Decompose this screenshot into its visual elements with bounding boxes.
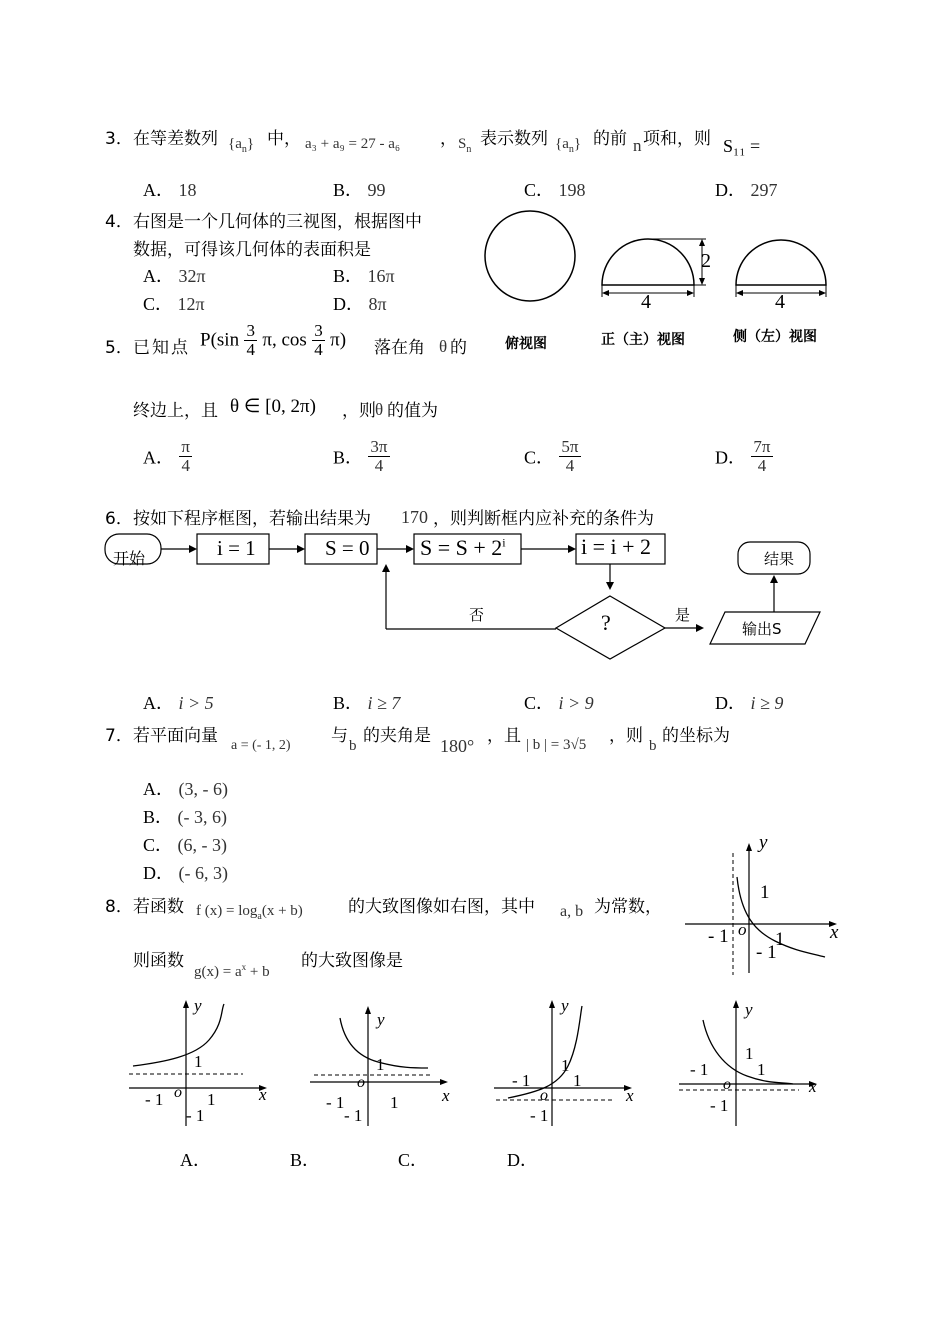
q5-text-3: 的 bbox=[450, 338, 467, 358]
q5-line2-b: ，则 bbox=[342, 401, 376, 421]
q6-value: 170 bbox=[401, 507, 428, 527]
graph-b-one-x: 1 bbox=[390, 1093, 399, 1112]
graph-c-one-x: 1 bbox=[573, 1071, 582, 1090]
q3-option-c: C． 198 bbox=[524, 180, 586, 200]
q4-option-c: C． 12π bbox=[143, 294, 205, 314]
q3-sequence-an-2: $\{a_n\}$ bbox=[555, 136, 582, 155]
q8-ref-one-y: 1 bbox=[760, 882, 770, 903]
q7-text-2: 与 bbox=[331, 726, 348, 746]
q4-line-2: 数据，可得该几何体的表面积是 bbox=[133, 240, 371, 260]
q7-text-3: 的夹角是 bbox=[363, 726, 431, 746]
q7-vector-b: b bbox=[349, 738, 357, 754]
flow-end-label: 结果 bbox=[764, 550, 795, 568]
side-view-semicircle bbox=[736, 240, 826, 285]
q5-option-d: D． $\frac{7\pi}{4}$ bbox=[715, 437, 771, 475]
q3-text-4: 表示数列 bbox=[480, 129, 548, 149]
q8-ref-one-x: 1 bbox=[775, 929, 785, 950]
q8-text-3: 为常数， bbox=[594, 897, 662, 917]
q3-option-b: B． 99 bbox=[333, 180, 386, 200]
q7-option-d: D． (- 6, 3) bbox=[143, 863, 228, 883]
q7-angle: 180° bbox=[440, 736, 475, 756]
q3-sequence-an: $\{a_n\}$ bbox=[228, 136, 255, 155]
q3-equation: a₃ + a₉ = 27 - a₆ bbox=[305, 136, 401, 152]
q8-option-b-label: B． bbox=[290, 1150, 321, 1170]
front-view-label: 正（主）视图 bbox=[601, 332, 685, 348]
q7-option-a: A． (3, - 6) bbox=[143, 779, 228, 799]
q3-text-1: 在等差数列 bbox=[133, 129, 218, 149]
q7-option-b: B． (- 3, 6) bbox=[143, 807, 227, 827]
q8-line2-b: 的大致图像是 bbox=[301, 951, 403, 971]
q3-s11: S₁₁ = bbox=[723, 136, 761, 156]
graph-a-neg-one-y: - 1 bbox=[186, 1106, 205, 1125]
side-view-width-label: 4 bbox=[775, 291, 785, 313]
q7-vector-b-2: b bbox=[649, 738, 657, 754]
flow-decision-label: ? bbox=[601, 610, 611, 635]
q5-text-1: 已知点 bbox=[133, 338, 190, 358]
q3-text-6: 项和，则 bbox=[643, 129, 711, 149]
graph-c-neg-one-x: - 1 bbox=[512, 1071, 531, 1090]
graph-b-y: y bbox=[377, 1010, 385, 1029]
flow-init-i-label: i = 1 bbox=[217, 536, 256, 560]
q8-number: 8． bbox=[105, 897, 133, 917]
graph-d-one-x: 1 bbox=[757, 1060, 766, 1079]
graph-b-x: x bbox=[442, 1086, 450, 1105]
graph-d-neg-one-y: - 1 bbox=[710, 1096, 729, 1115]
graph-a-x: x bbox=[259, 1085, 267, 1104]
flow-output-label: 输出S bbox=[742, 620, 782, 638]
q7-vector-a: a = (- 1, 2) bbox=[231, 738, 291, 753]
graph-c-one-y: 1 bbox=[561, 1056, 570, 1075]
q3-text-2: 中， bbox=[267, 129, 301, 149]
graph-c-origin: o bbox=[540, 1087, 548, 1104]
q3-n: n bbox=[633, 136, 642, 155]
q5-point-expression: P(sin $\frac{3}{4}$ π, cos $\frac{3}{4}$ π) bbox=[200, 321, 347, 359]
q5-option-b: B． $\frac{3\pi}{4}$ bbox=[333, 437, 388, 475]
q8-ab: a, b bbox=[560, 903, 584, 920]
q5-option-c: C． $\frac{5\pi}{4}$ bbox=[524, 437, 579, 475]
graph-b-one-y: 1 bbox=[376, 1055, 385, 1074]
q7-option-c: C． (6, - 3) bbox=[143, 835, 227, 855]
flow-init-s-label: S = 0 bbox=[325, 536, 370, 560]
q5-text-2: 落在角 bbox=[374, 338, 425, 358]
q3-option-a: A． 18 bbox=[143, 180, 197, 200]
q6-text-2: ，则判断框内应补充的条件为 bbox=[433, 509, 654, 529]
q3-text-3: ， bbox=[440, 129, 457, 149]
graph-a-one-x: 1 bbox=[207, 1090, 216, 1109]
graph-a-neg-one-x: - 1 bbox=[145, 1090, 164, 1109]
q6-number: 6． bbox=[105, 509, 133, 529]
graph-d-neg-one-x: - 1 bbox=[690, 1060, 709, 1079]
q8-function-f: f $(x) = \log_a(x + b)$ bbox=[196, 903, 303, 922]
q8-text-2: 的大致图像如右图，其中 bbox=[348, 897, 535, 917]
q5-condition: θ ∈ [0, 2π) bbox=[230, 396, 316, 417]
q4-option-b: B． 16π bbox=[333, 266, 395, 286]
q8-option-a-label: A． bbox=[180, 1150, 211, 1170]
q8-line2-a: 则函数 bbox=[133, 951, 184, 971]
graph-d-origin: o bbox=[723, 1076, 731, 1093]
side-view-label: 侧（左）视图 bbox=[733, 329, 817, 345]
q6-option-b: B． i ≥ 7 bbox=[333, 693, 401, 713]
graph-b-neg-one-y: - 1 bbox=[344, 1106, 363, 1125]
q3-number: 3． bbox=[105, 129, 133, 149]
graph-a-one-y: 1 bbox=[194, 1052, 203, 1071]
q4-number: 4． bbox=[105, 212, 133, 232]
q5-line2-c: 的值为 bbox=[387, 401, 438, 421]
graph-c-y: y bbox=[561, 996, 569, 1015]
q8-option-c-label: C． bbox=[398, 1150, 429, 1170]
top-view-label: 俯视图 bbox=[505, 336, 547, 352]
graph-c-x: x bbox=[626, 1086, 634, 1105]
graph-b-origin: o bbox=[357, 1074, 365, 1091]
flow-update-s-label: $S = S + 2^i$ bbox=[420, 535, 506, 560]
front-view-semicircle bbox=[602, 239, 694, 285]
q3-option-d: D． 297 bbox=[715, 180, 778, 200]
q6-option-a: A． i > 5 bbox=[143, 693, 214, 713]
q4-line-1: 右图是一个几何体的三视图，根据图中 bbox=[133, 212, 422, 232]
q8-ref-origin: o bbox=[738, 920, 747, 939]
q3-text-5: 的前 bbox=[593, 129, 627, 149]
q5-theta-2: θ bbox=[375, 400, 384, 419]
three-views-diagram bbox=[480, 205, 840, 315]
q5-number: 5． bbox=[105, 338, 133, 358]
graph-d-y: y bbox=[745, 1000, 753, 1019]
flow-start-label: 开始 bbox=[113, 549, 146, 568]
q8-ref-y-label: y bbox=[759, 832, 768, 853]
graph-d-x: x bbox=[809, 1077, 817, 1096]
q6-option-d: D． i ≥ 9 bbox=[715, 693, 784, 713]
flow-update-i-label: i = i + 2 bbox=[581, 534, 652, 559]
q4-option-a: A． 32π bbox=[143, 266, 206, 286]
top-view-circle bbox=[485, 211, 575, 301]
q7-text-4: ，且 bbox=[487, 726, 521, 746]
graph-c-neg-one-y: - 1 bbox=[530, 1106, 549, 1125]
q8-text-1: 若函数 bbox=[133, 897, 184, 917]
flow-no-label: 否 bbox=[469, 606, 485, 624]
q5-line2-a: 终边上，且 bbox=[133, 401, 218, 421]
q8-ref-x-label: x bbox=[830, 922, 839, 943]
q5-option-a: A． $\frac{\pi}{4}$ bbox=[143, 437, 190, 475]
q5-theta: θ bbox=[439, 337, 448, 356]
q3-sn: $S_n$ bbox=[458, 136, 472, 155]
q8-function-g: $g(x) = a^x + b$ bbox=[194, 962, 270, 980]
q6-option-c: C． i > 9 bbox=[524, 693, 594, 713]
q7-magnitude: | b | = 3√5 bbox=[526, 737, 587, 753]
q4-option-d: D． 8π bbox=[333, 294, 387, 314]
q8-option-d-label: D． bbox=[507, 1150, 538, 1170]
front-view-width-label: 4 bbox=[641, 291, 651, 313]
q7-text-6: 的坐标为 bbox=[662, 726, 730, 746]
flow-yes-label: 是 bbox=[675, 606, 691, 624]
graph-a-origin: o bbox=[174, 1084, 182, 1101]
q8-ref-neg-one-x: - 1 bbox=[708, 926, 729, 947]
graph-d-one-y: 1 bbox=[745, 1044, 754, 1063]
graph-b-neg-one-x: - 1 bbox=[326, 1093, 345, 1112]
q7-number: 7． bbox=[105, 726, 133, 746]
q7-text-1: 若平面向量 bbox=[133, 726, 218, 746]
q6-text-1: 按如下程序框图，若输出结果为 bbox=[133, 509, 371, 529]
q8-ref-neg-one-y: - 1 bbox=[756, 942, 777, 963]
q7-text-5: ，则 bbox=[609, 726, 643, 746]
front-view-height-label: 2 bbox=[701, 250, 711, 272]
graph-a-y: y bbox=[194, 996, 202, 1015]
